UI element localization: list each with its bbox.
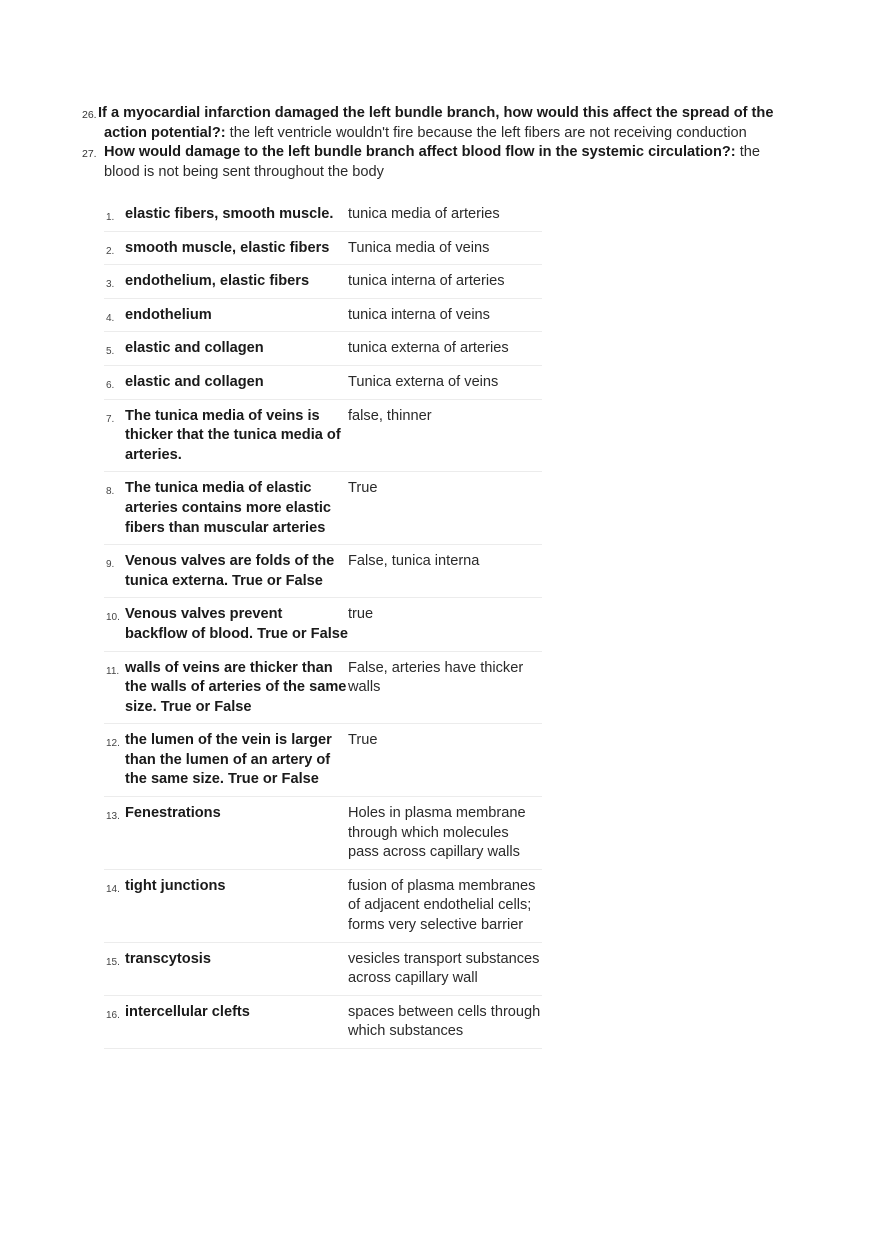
definition-text: tunica media of arteries: [348, 206, 500, 222]
term-index: 7.: [106, 413, 115, 425]
term-text: elastic and collagen: [125, 340, 264, 357]
term-cell: [104, 479, 348, 538]
definition-text: Tunica media of veins: [348, 239, 490, 256]
definition-text: True: [348, 480, 378, 497]
term-cell: [104, 804, 348, 863]
term-row: [104, 870, 542, 943]
term-index: 10.: [106, 612, 120, 624]
term-index: 4.: [106, 312, 115, 324]
term-text: The tunica media of veins is thicker that the tunica media of arteries.: [125, 407, 341, 463]
question-number: 27.: [82, 148, 97, 161]
term-row: [104, 472, 542, 545]
term-text: Venous valves are folds of the tunica externa. True or False: [125, 553, 335, 589]
answer-text: the blood is not being sent throughout the body: [104, 144, 760, 180]
definition-text: tunica interna of veins: [348, 306, 490, 323]
term-text: endothelium: [125, 306, 212, 323]
term-index: 2.: [106, 245, 115, 257]
term-cell: [104, 552, 348, 591]
term-text: intercellular clefts: [125, 1003, 250, 1020]
term-table: [104, 198, 542, 1049]
definition-text: False, arteries have thicker walls: [348, 659, 524, 696]
term-index: 6.: [106, 379, 115, 391]
term-row: [104, 652, 542, 725]
term-row: [104, 598, 542, 651]
term-index: 15.: [106, 956, 120, 968]
term-index: 8.: [106, 486, 115, 498]
definition-text: fusion of plasma membranes of adjacent endothelial cells; forms very selective barrier: [348, 877, 536, 934]
term-text: The tunica media of elastic arteries contains more elastic fibers than muscular arteries: [125, 480, 332, 536]
definition-text: tunica interna of arteries: [348, 273, 505, 290]
term-row: [104, 366, 542, 400]
term-cell: [104, 373, 348, 393]
question-item-27: [82, 143, 782, 182]
question-body: [98, 104, 782, 143]
definition-text: tunica externa of arteries: [348, 340, 509, 357]
definition-text: true: [348, 606, 374, 623]
term-text: tight junctions: [125, 877, 226, 894]
term-cell: [104, 205, 348, 225]
term-index: 16.: [106, 1009, 120, 1021]
definition-text: false, thinner: [348, 407, 432, 424]
definition-text: Holes in plasma membrane through which molecules pass across capillary walls: [348, 805, 526, 861]
answer-text: the left ventricle wouldn't fire because the left fibers are not receiving conduction: [225, 124, 747, 141]
term-index: 11.: [106, 665, 120, 677]
definition-text: Tunica externa of veins: [348, 373, 499, 390]
term-cell: [104, 950, 348, 989]
term-row: [104, 332, 542, 366]
term-row: [104, 299, 542, 333]
question-text: How would damage to the left bundle branch affect blood flow in the systemic circulation?:: [104, 144, 736, 161]
term-text: the lumen of the vein is larger than the lumen of an artery of the same size. True or False: [125, 732, 332, 788]
term-row: [104, 265, 542, 299]
term-row: [104, 943, 542, 996]
term-row: [104, 797, 542, 870]
term-index: 5.: [106, 346, 115, 358]
question-list: [82, 104, 782, 182]
term-row: [104, 724, 542, 797]
term-text: walls of veins are thicker than the walls of arteries of the same size. True or False: [125, 659, 347, 715]
term-index: 14.: [106, 883, 120, 895]
definition-text: True: [348, 732, 378, 749]
term-text: elastic fibers, smooth muscle.: [125, 206, 334, 222]
term-cell: [104, 731, 348, 790]
term-text: Fenestrations: [125, 805, 221, 822]
term-index: 9.: [106, 559, 115, 571]
term-row: [104, 996, 542, 1049]
term-cell: [104, 339, 348, 359]
definition-text: False, tunica interna: [348, 553, 480, 570]
term-text: smooth muscle, elastic fibers: [125, 239, 330, 256]
term-text: endothelium, elastic fibers: [125, 273, 310, 290]
term-index: 13.: [106, 811, 120, 823]
term-cell: [104, 1003, 348, 1042]
term-index: 12.: [106, 738, 120, 750]
term-cell: [104, 306, 348, 326]
term-cell: [104, 239, 348, 259]
question-text: If a myocardial infarction damaged the left bundle branch, how would this affect the spread of the action potential?:: [98, 105, 774, 141]
term-index: 1.: [106, 212, 115, 223]
term-text: transcytosis: [125, 950, 211, 967]
question-number: 26.: [82, 109, 97, 121]
term-cell: [104, 272, 348, 292]
term-text: elastic and collagen: [125, 373, 264, 390]
question-body: [104, 143, 782, 182]
definition-text: vesicles transport substances across capillary wall: [348, 950, 540, 987]
term-cell: [104, 659, 348, 718]
term-cell: [104, 605, 348, 644]
definition-text: spaces between cells through which substances: [348, 1003, 541, 1040]
question-item-26: [82, 104, 782, 143]
term-cell: [104, 877, 348, 936]
term-text: Venous valves prevent backflow of blood. True or False: [125, 606, 348, 642]
term-row: [104, 232, 542, 266]
term-cell: [104, 407, 348, 466]
term-row: [104, 545, 542, 598]
term-row: [104, 400, 542, 473]
term-index: 3.: [106, 279, 115, 291]
term-row: [104, 198, 542, 232]
